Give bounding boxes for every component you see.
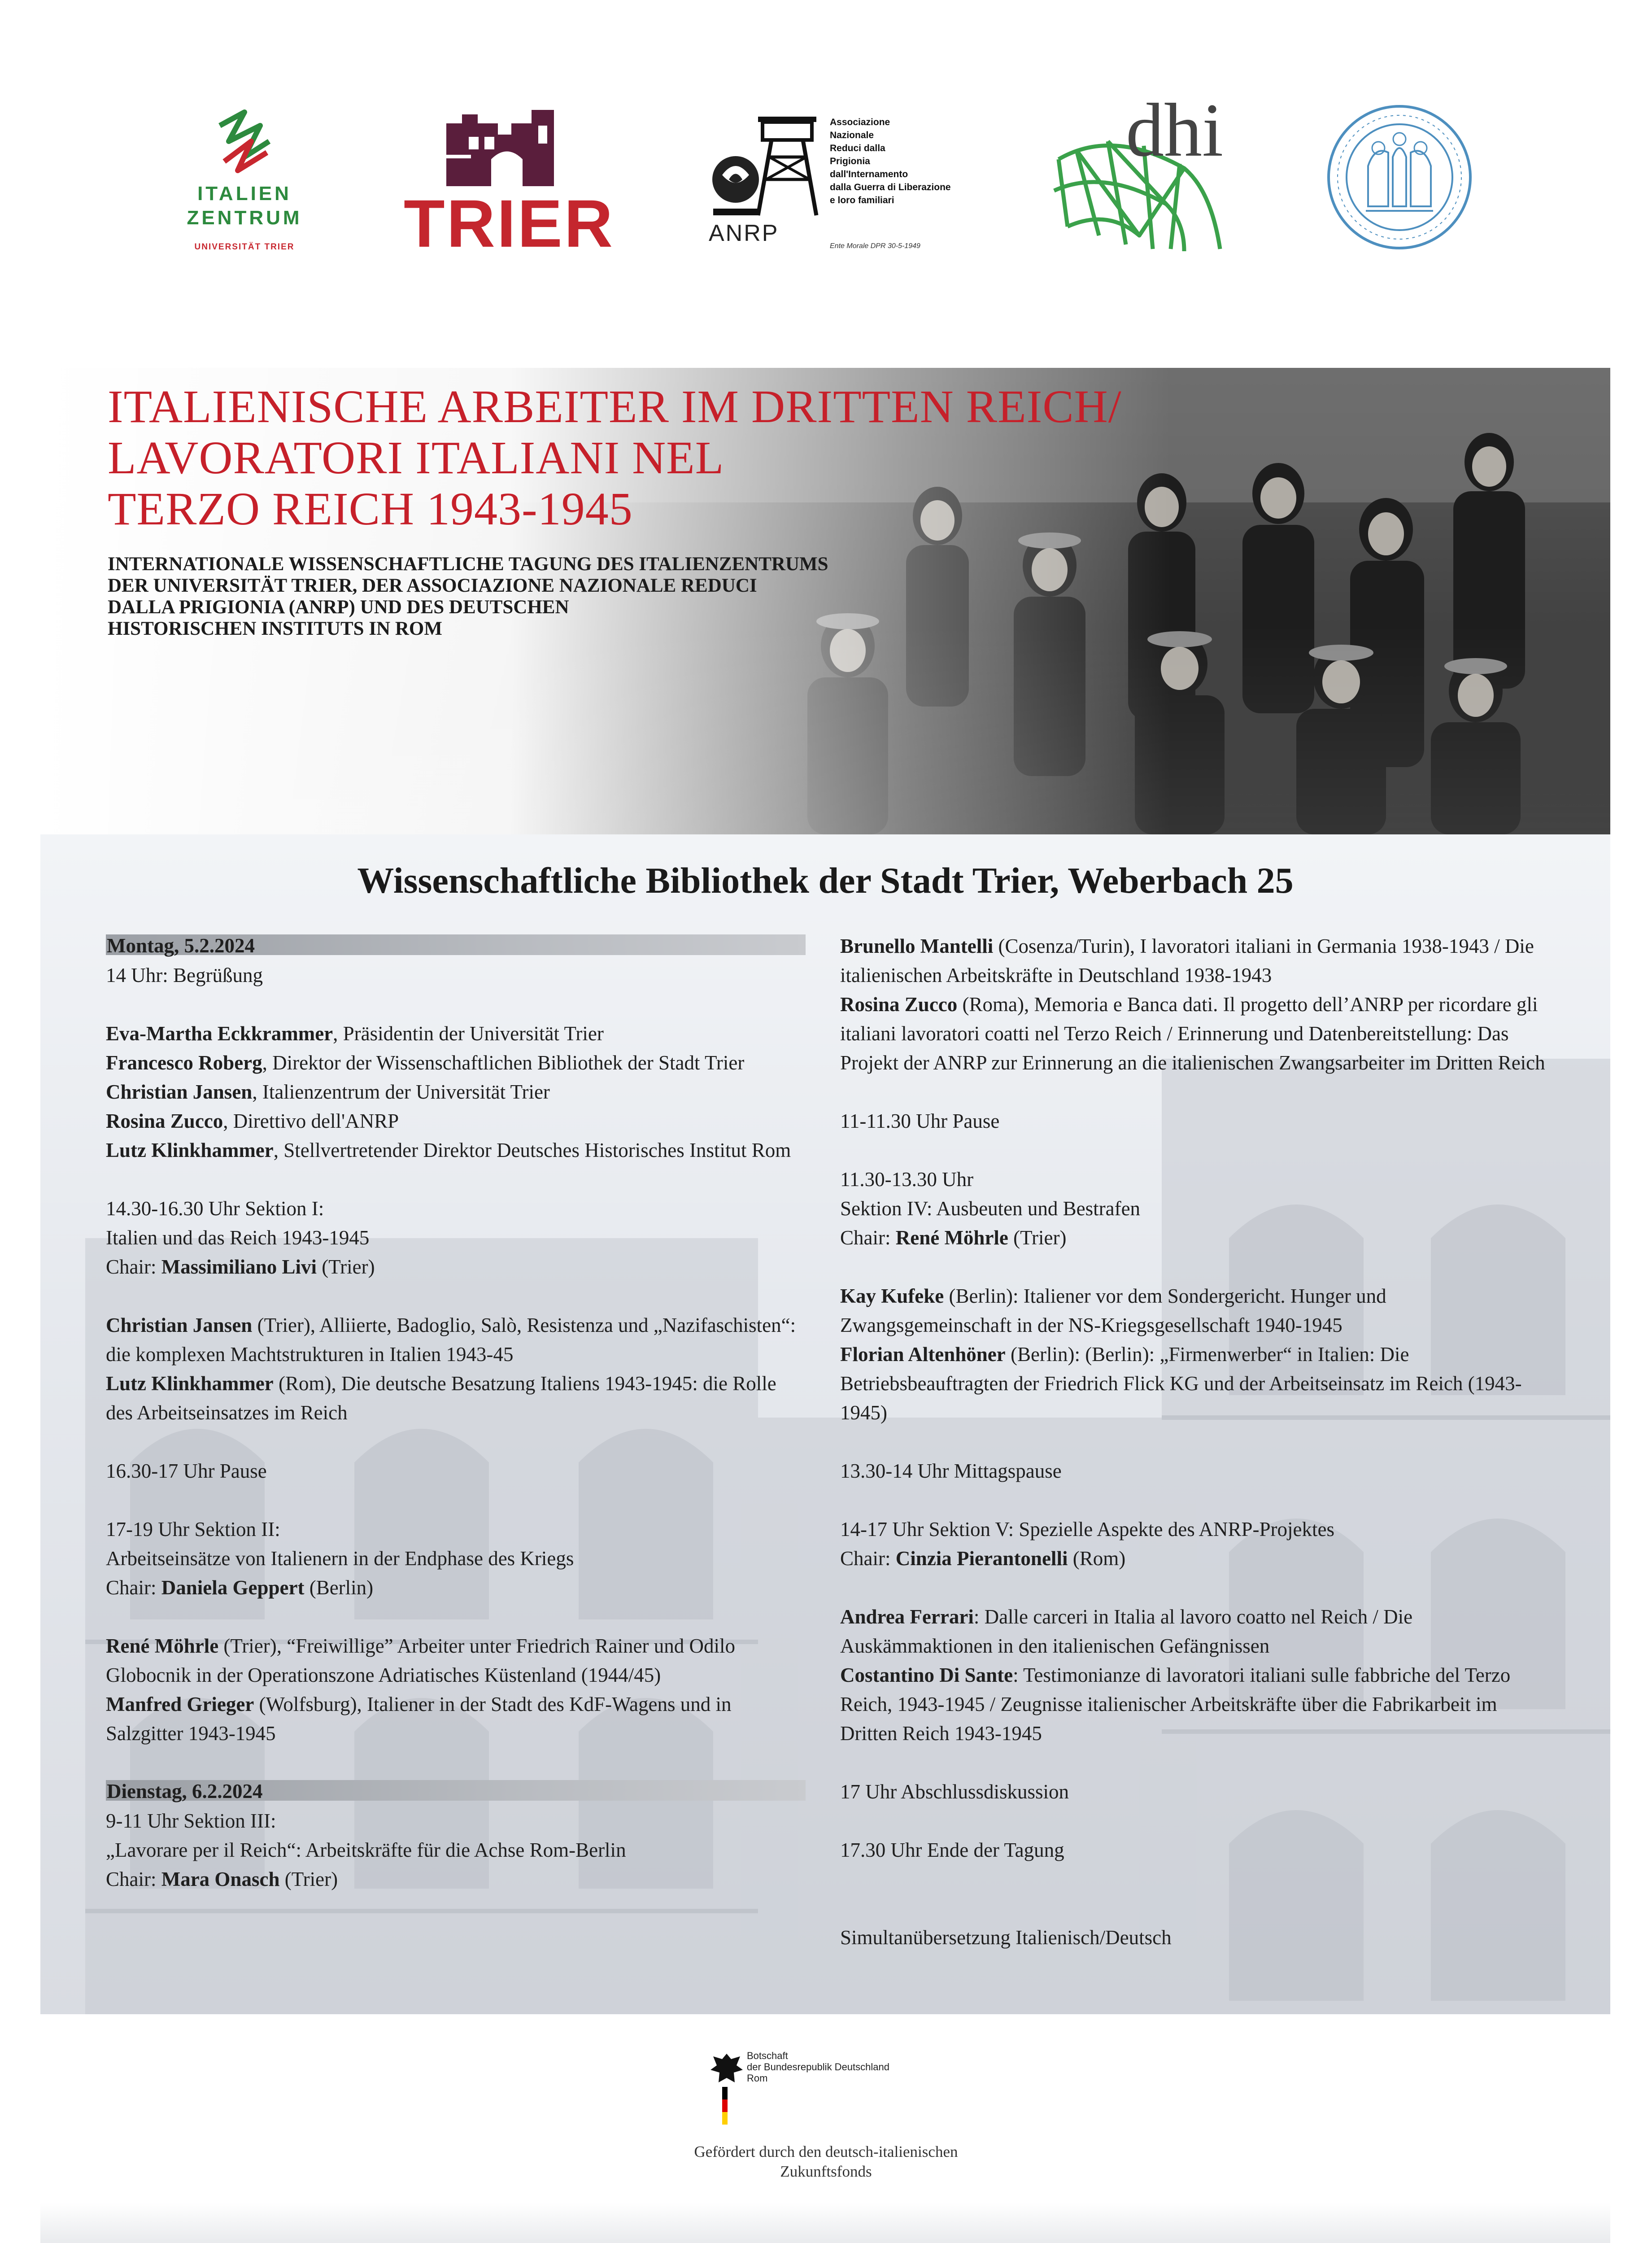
section-title: Italien und das Reich 1943-1945 bbox=[106, 1226, 370, 1249]
talk-title: (Berlin): (Berlin): „Firmenwerber“ in Italien: Die Betriebsbeauftragten der Friedrich Flick KG und der Arbeitseinsatz im Reich (1943-1945) bbox=[840, 1343, 1522, 1424]
subtitle-line: HISTORISCHEN INSTITUTS IN ROM bbox=[108, 618, 442, 639]
speaker-role: , Direttivo dell'ANRP bbox=[223, 1110, 399, 1132]
embassy-line: Botschaft bbox=[747, 2050, 788, 2061]
conference-end: 17.30 Uhr Ende der Tagung bbox=[840, 1839, 1064, 1861]
anrp-footnote: Ente Morale DPR 30-5-1949 bbox=[830, 242, 920, 250]
speaker-role: , Italienzentrum der Universität Trier bbox=[252, 1081, 550, 1103]
talk-title: (Wolfsburg), Italiener in der Stadt des KdF-Wagens und in Salzgitter 1943-1945 bbox=[106, 1693, 732, 1745]
greeting-entry bbox=[106, 1019, 806, 1048]
anrp-line: Prigionia bbox=[830, 156, 870, 166]
chair-name: Mara Onasch bbox=[161, 1868, 280, 1890]
talk-title: (Trier), Alliierte, Badoglio, Salò, Resistenza und „Nazifaschisten“: die komplexen Machtstrukturen in Italien 1943-45 bbox=[106, 1314, 796, 1366]
anrp-line: Reduci dalla bbox=[830, 143, 885, 153]
talk-entry bbox=[840, 932, 1549, 990]
speaker-name: Rosina Zucco bbox=[106, 1110, 223, 1132]
day-heading-label: Montag, 5.2.2024 bbox=[107, 934, 255, 957]
italienzentrum-name bbox=[177, 182, 312, 230]
speaker-name: Andrea Ferrari bbox=[840, 1606, 974, 1628]
speaker-role: , Präsidentin der Universität Trier bbox=[333, 1022, 604, 1045]
day-heading-label: Dienstag, 6.2.2024 bbox=[107, 1780, 263, 1802]
speaker-name: Lutz Klinkhammer bbox=[106, 1139, 274, 1161]
chair-name: Daniela Geppert bbox=[161, 1576, 305, 1599]
anrp-line: Associazione bbox=[830, 117, 890, 127]
section-title: „Lavorare per il Reich“: Arbeitskräfte für die Achse Rom-Berlin bbox=[106, 1839, 626, 1861]
talk-title: (Cosenza/Turin), I lavoratori italiani in Germania 1938-1943 / Die italienischen Arbeitskräfte in Deutschland 1938-1943 bbox=[840, 935, 1534, 986]
chair-label: Chair: bbox=[106, 1576, 161, 1599]
chair-place: (Trier) bbox=[1008, 1226, 1067, 1249]
funding-line: Zukunftsfonds bbox=[780, 2163, 872, 2180]
federal-eagle-icon bbox=[709, 2050, 745, 2126]
section-chair bbox=[106, 1865, 806, 1894]
italienzentrum-line2: ZENTRUM bbox=[187, 207, 302, 229]
italienzentrum-zigzag-icon bbox=[211, 108, 278, 175]
welcome-time: 14 Uhr: Begrüßung bbox=[106, 964, 263, 986]
day-heading-tuesday bbox=[106, 1777, 806, 1807]
footer-photo-strip bbox=[40, 2203, 1610, 2243]
chair-place: (Rom) bbox=[1068, 1547, 1126, 1570]
subtitle-line: DALLA PRIGIONIA (ANRP) UND DES DEUTSCHEN bbox=[108, 597, 569, 618]
main-title-line: TERZO REICH 1943-1945 bbox=[108, 483, 633, 535]
speaker-name: Lutz Klinkhammer bbox=[106, 1372, 274, 1395]
program-section bbox=[40, 834, 1610, 2014]
greeting-entry bbox=[106, 1107, 806, 1136]
section-title: Sektion IV: Ausbeuten und Bestrafen bbox=[840, 1197, 1141, 1220]
italienzentrum-logo bbox=[177, 108, 312, 260]
talk-entry bbox=[106, 1690, 806, 1748]
trier-logo bbox=[404, 110, 615, 261]
section-chair bbox=[840, 1544, 1549, 1573]
section-time: 9-11 Uhr Sektion III: bbox=[106, 1810, 276, 1832]
anrp-acronym: ANRP bbox=[709, 220, 779, 246]
talk-entry bbox=[840, 1282, 1549, 1340]
main-title-line: LAVORATORI ITALIANI NEL bbox=[108, 432, 724, 484]
conference-subtitle bbox=[108, 554, 1319, 640]
section-chair bbox=[106, 1573, 806, 1602]
talk-title: : Dalle carceri in Italia al lavoro coatto nel Reich / Die Auskämmaktionen in den italienischen Gefängnissen bbox=[840, 1606, 1413, 1657]
chair-label: Chair: bbox=[840, 1547, 896, 1570]
speaker-name: Eva-Martha Eckkrammer bbox=[106, 1022, 333, 1045]
day-heading-monday bbox=[106, 932, 806, 961]
section-chair bbox=[840, 1223, 1549, 1252]
anrp-line: dalla Guerra di Liberazione bbox=[830, 182, 951, 192]
program-left-column bbox=[106, 932, 806, 1894]
embassy-line: der Bundesrepublik Deutschland bbox=[747, 2061, 889, 2073]
anrp-line: dall'Internamento bbox=[830, 169, 908, 179]
chair-name: Massimiliano Livi bbox=[161, 1256, 317, 1278]
talk-entry bbox=[840, 1602, 1549, 1661]
subtitle-line: INTERNATIONALE WISSENSCHAFTLICHE TAGUNG DES ITALIENZENTRUMS bbox=[108, 554, 828, 575]
chair-name: Cinzia Pierantonelli bbox=[895, 1547, 1068, 1570]
dhi-wordmark: dhi bbox=[1126, 88, 1224, 172]
subtitle-line: DER UNIVERSITÄT TRIER, DER ASSOCIAZIONE NAZIONALE REDUCI bbox=[108, 575, 757, 596]
talk-entry bbox=[106, 1311, 806, 1369]
speaker-name: Florian Altenhöner bbox=[840, 1343, 1006, 1366]
greeting-entry bbox=[106, 1048, 806, 1078]
logo-strip bbox=[0, 0, 1652, 323]
venue-heading: Wissenschaftliche Bibliothek der Stadt Trier, Weberbach 25 bbox=[357, 860, 1294, 901]
chair-name: René Möhrle bbox=[895, 1226, 1008, 1249]
university-seal-logo bbox=[1325, 103, 1473, 251]
pause-entry: 11-11.30 Uhr Pause bbox=[840, 1110, 1000, 1132]
speaker-name: Manfred Grieger bbox=[106, 1693, 254, 1715]
section-time: 17-19 Uhr Sektion II: bbox=[106, 1518, 280, 1540]
speaker-name: Christian Jansen bbox=[106, 1314, 253, 1336]
final-discussion: 17 Uhr Abschlussdiskussion bbox=[840, 1780, 1069, 1803]
greeting-entry bbox=[106, 1078, 806, 1107]
translation-note: Simultanübersetzung Italienisch/Deutsch bbox=[840, 1926, 1172, 1949]
section-time: 11.30-13.30 Uhr bbox=[840, 1168, 974, 1191]
embassy-logo bbox=[709, 2050, 942, 2126]
speaker-name: Kay Kufeke bbox=[840, 1285, 944, 1307]
chair-place: (Berlin) bbox=[304, 1576, 374, 1599]
program-right-column bbox=[840, 932, 1549, 1952]
talk-entry bbox=[840, 1661, 1549, 1748]
main-title-line: ITALIENISCHE ARBEITER IM DRITTEN REICH/ bbox=[108, 381, 1122, 432]
talk-title: (Rom), Die deutsche Besatzung Italiens 1943-1945: die Rolle des Arbeitseinsatzes im Reich bbox=[106, 1372, 776, 1424]
speaker-role: , Stellvertretender Direktor Deutsches Historisches Institut Rom bbox=[273, 1139, 791, 1161]
chair-place: (Trier) bbox=[279, 1868, 338, 1890]
speaker-name: Costantino Di Sante bbox=[840, 1664, 1013, 1686]
pause-entry: 13.30-14 Uhr Mittagspause bbox=[840, 1460, 1062, 1482]
pause-entry: 16.30-17 Uhr Pause bbox=[106, 1460, 267, 1482]
speaker-name: René Möhrle bbox=[106, 1635, 219, 1657]
italienzentrum-sub: UNIVERSITÄT TRIER bbox=[194, 242, 295, 252]
porta-nigra-icon bbox=[404, 110, 597, 191]
talk-title: (Berlin): Italiener vor dem Sondergericht. Hunger und Zwangsgemeinschaft in der NS-Kriegsgesellschaft 1940-1945 bbox=[840, 1285, 1386, 1336]
chair-label: Chair: bbox=[106, 1868, 161, 1890]
speaker-name: Rosina Zucco bbox=[840, 993, 958, 1016]
embassy-line: Rom bbox=[747, 2073, 768, 2084]
university-seal-icon bbox=[1325, 103, 1473, 251]
talk-entry bbox=[840, 1340, 1549, 1427]
funding-line: Gefördert durch den deutsch-italienischen bbox=[694, 2143, 958, 2160]
chair-place: (Trier) bbox=[317, 1256, 375, 1278]
greeting-entry bbox=[106, 1136, 806, 1165]
talk-title: (Trier), “Freiwillige” Arbeiter unter Friedrich Rainer und Odilo Globocnik in der Operationszone Adriatisches Küstenland (1944/45) bbox=[106, 1635, 735, 1686]
trier-wordmark: TRIER bbox=[404, 186, 615, 261]
anrp-full-name bbox=[830, 116, 982, 207]
speaker-name: Francesco Roberg bbox=[106, 1052, 262, 1074]
italienzentrum-line1: ITALIEN bbox=[197, 183, 292, 205]
hero-titles bbox=[108, 381, 1319, 640]
speaker-role: , Direktor der Wissenschaftlichen Bibliothek der Stadt Trier bbox=[262, 1052, 745, 1074]
talk-title: (Roma), Memoria e Banca dati. Il progetto dell’ANRP per ricordare gli italiani lavoratori coatti nel Terzo Reich / Erinnerung und Datenbereitstellung: Das Projekt der ANRP zur Erinnerung an die italienischen Zwangsarbeiter im Dritten Reich bbox=[840, 993, 1545, 1074]
anrp-line: Nazionale bbox=[830, 130, 874, 140]
section-time: 14-17 Uhr Sektion V: Spezielle Aspekte des ANRP-Projektes bbox=[840, 1518, 1334, 1540]
anrp-tower-rose-icon bbox=[704, 112, 825, 220]
speaker-name: Brunello Mantelli bbox=[840, 935, 994, 957]
dhi-logo bbox=[1050, 88, 1251, 253]
funding-note bbox=[493, 2142, 1159, 2182]
talk-entry bbox=[106, 1632, 806, 1690]
embassy-name bbox=[747, 2050, 889, 2084]
section-time: 14.30-16.30 Uhr Sektion I: bbox=[106, 1197, 324, 1220]
anrp-logo bbox=[704, 112, 982, 256]
talk-title: : Testimonianze di lavoratori italiani sulle fabbriche del Terzo Reich, 1943-1945 / Zeugnisse italienischer Arbeitskräfte über die Fabrikarbeit im Dritten Reich 1943-1945 bbox=[840, 1664, 1511, 1745]
section-chair bbox=[106, 1252, 806, 1282]
section-title: Arbeitseinsätze von Italienern in der Endphase des Kriegs bbox=[106, 1547, 574, 1570]
anrp-line: e loro familiari bbox=[830, 195, 894, 205]
talk-entry bbox=[840, 990, 1549, 1078]
chair-label: Chair: bbox=[840, 1226, 896, 1249]
speaker-name: Christian Jansen bbox=[106, 1081, 253, 1103]
talk-entry bbox=[106, 1369, 806, 1427]
chair-label: Chair: bbox=[106, 1256, 161, 1278]
footer bbox=[0, 2014, 1652, 2243]
hero-banner bbox=[40, 368, 1610, 834]
